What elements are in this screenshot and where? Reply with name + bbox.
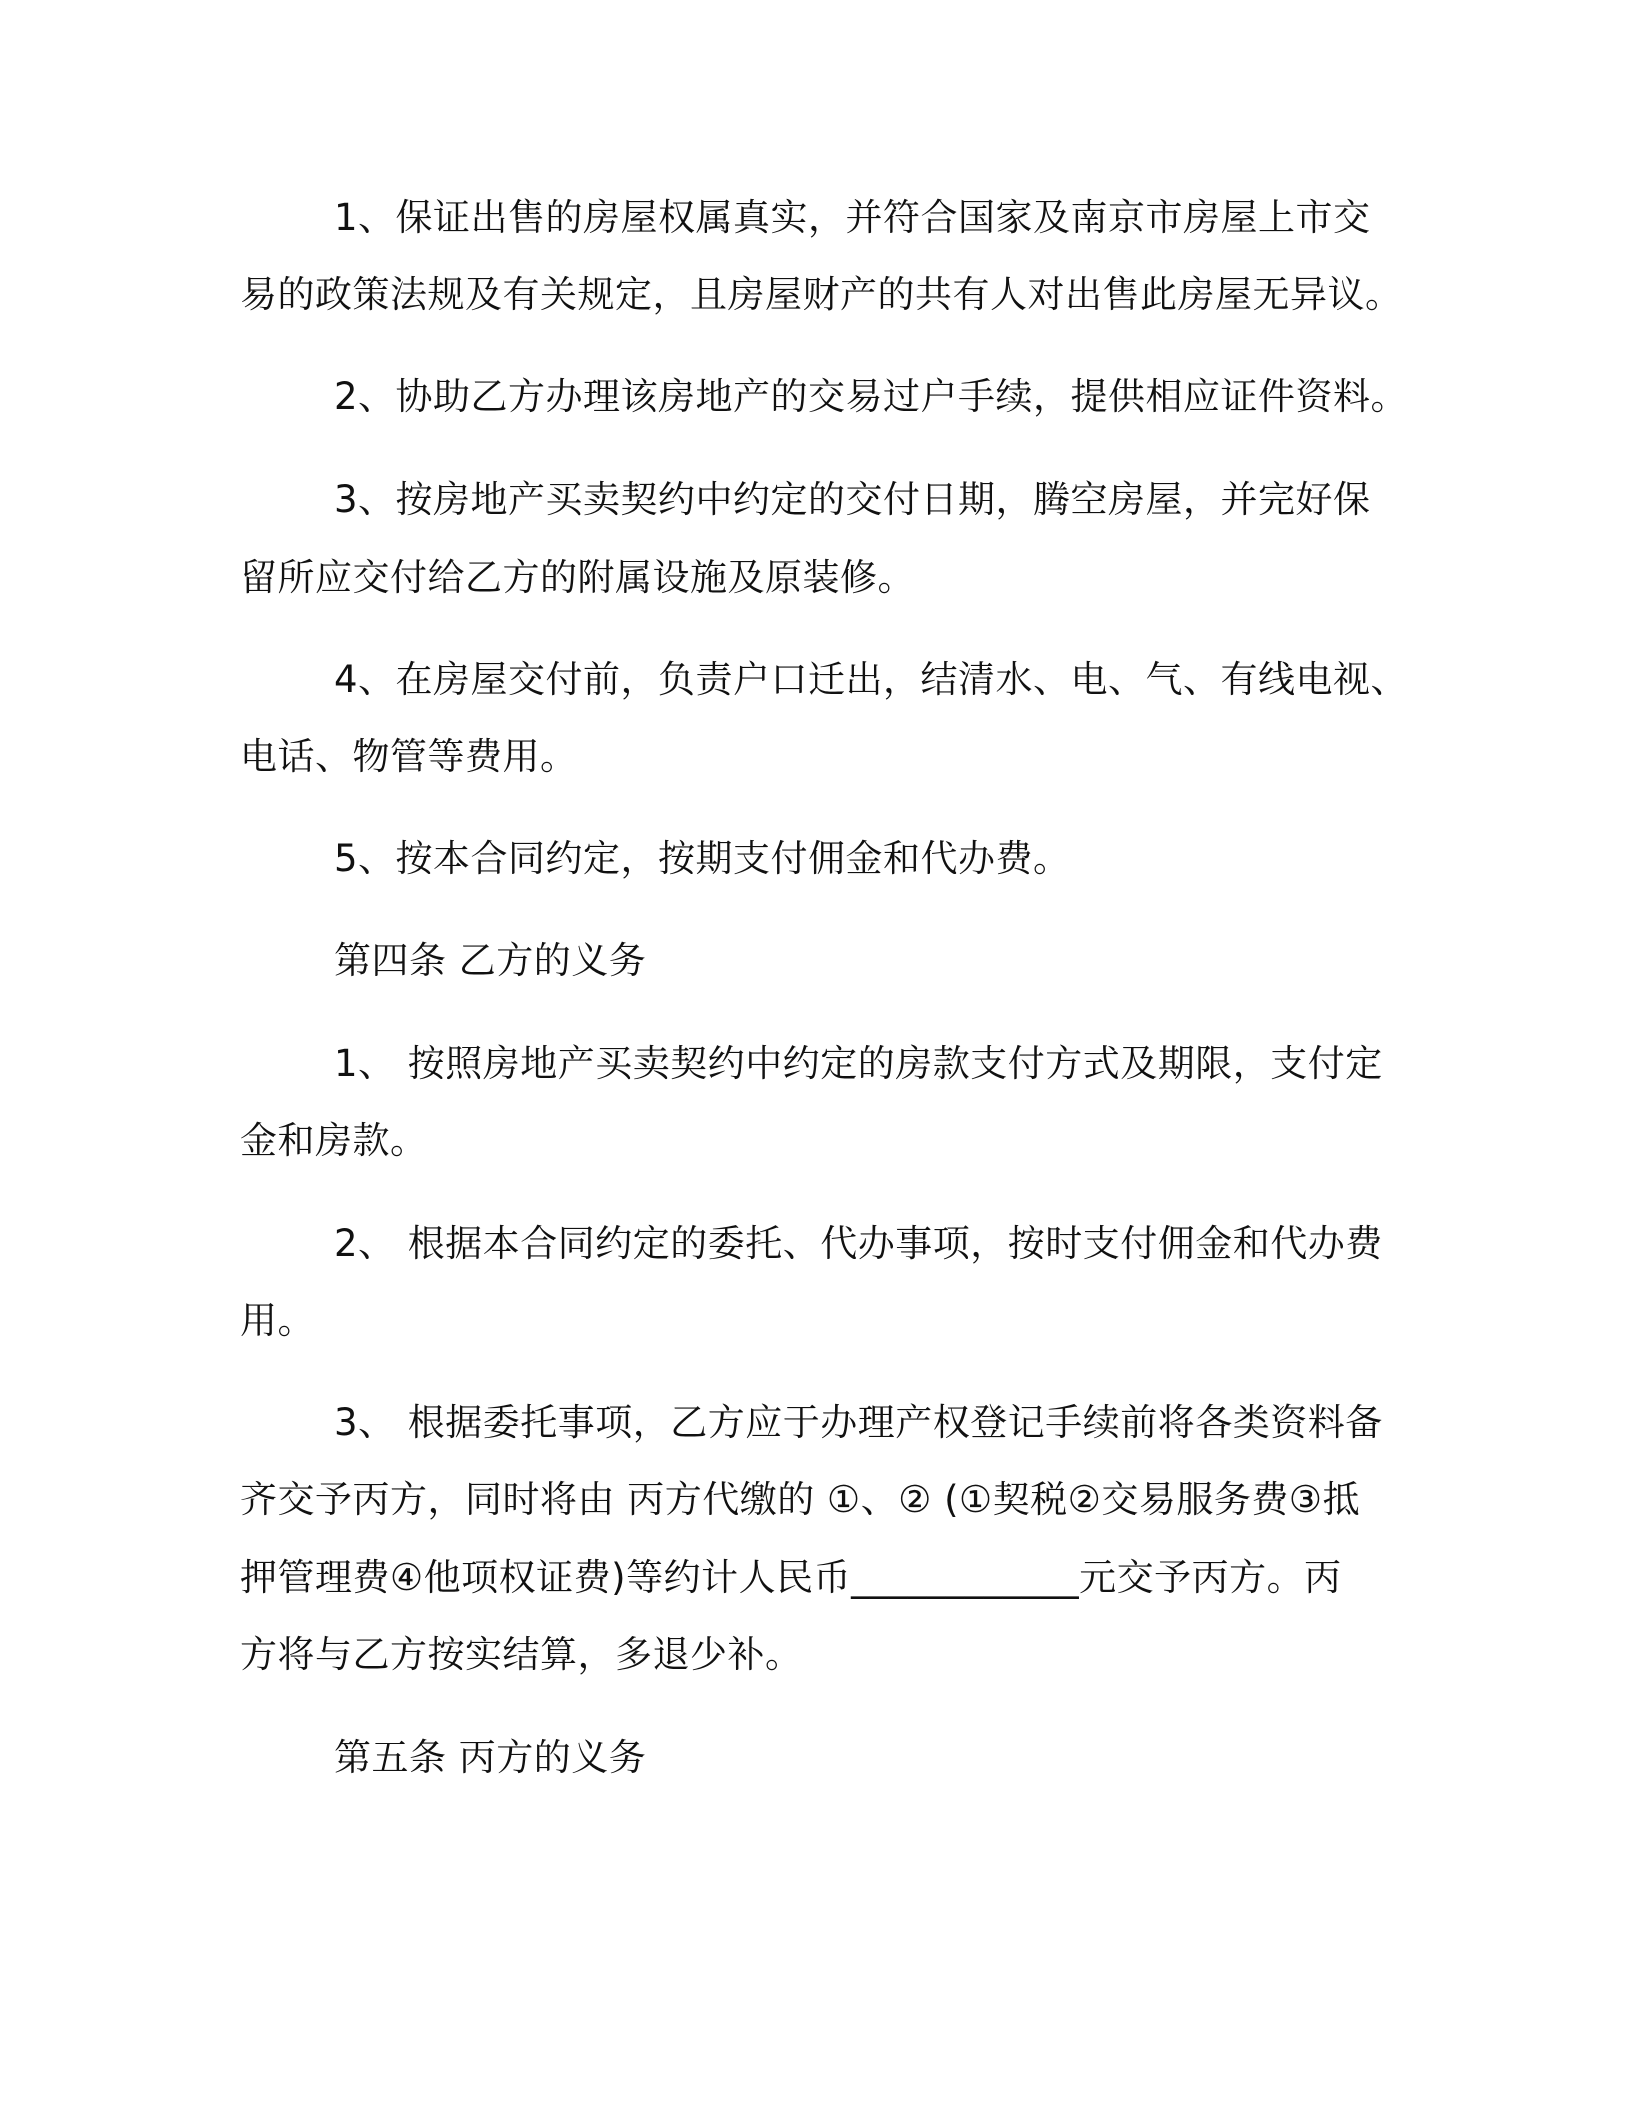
obligation-b-item-1-line-2: 金和房款。	[240, 1119, 428, 1162]
obligation-b-item-2-line-1: 2、 根据本合同约定的委托、代办事项，按时支付佣金和代办费	[334, 1222, 1383, 1265]
obligation-a-item-4-line-1: 4、在房屋交付前，负责户口迁出，结清水、电、气、有线电视、	[334, 658, 1409, 701]
obligation-a-item-2: 2、协助乙方办理该房地产的交易过户手续，提供相应证件资料。	[334, 375, 1409, 418]
obligation-a-item-1-line-2: 易的政策法规及有关规定，且房屋财产的共有人对出售此房屋无异议。	[240, 273, 1403, 316]
obligation-b-item-3-line-1: 3、 根据委托事项，乙方应于办理产权登记手续前将各类资料备	[334, 1401, 1383, 1444]
obligation-b-item-1-line-1: 1、 按照房地产买卖契约中约定的房款支付方式及期限，支付定	[334, 1042, 1383, 1085]
obligation-b-item-3-line-3: 押管理费④他项权证费)等约计人民币____________元交予丙方。丙	[240, 1556, 1342, 1599]
article-5-heading: 第五条 丙方的义务	[334, 1736, 647, 1779]
obligation-a-item-1-line-1: 1、保证出售的房屋权属真实，并符合国家及南京市房屋上市交	[334, 196, 1371, 239]
obligation-b-item-3-line-2: 齐交予丙方，同时将由 丙方代缴的 ①、② (①契税②交易服务费③抵	[240, 1478, 1361, 1521]
obligation-b-item-3-line-4: 方将与乙方按实结算，多退少补。	[240, 1633, 803, 1676]
article-4-heading: 第四条 乙方的义务	[334, 939, 647, 982]
obligation-a-item-4-line-2: 电话、物管等费用。	[240, 735, 578, 778]
obligation-b-item-2-line-2: 用。	[240, 1299, 315, 1342]
obligation-a-item-3-line-2: 留所应交付给乙方的附属设施及原装修。	[240, 556, 915, 599]
obligation-a-item-3-line-1: 3、按房地产买卖契约中约定的交付日期，腾空房屋，并完好保	[334, 478, 1371, 521]
obligation-a-item-5: 5、按本合同约定，按期支付佣金和代办费。	[334, 837, 1071, 880]
